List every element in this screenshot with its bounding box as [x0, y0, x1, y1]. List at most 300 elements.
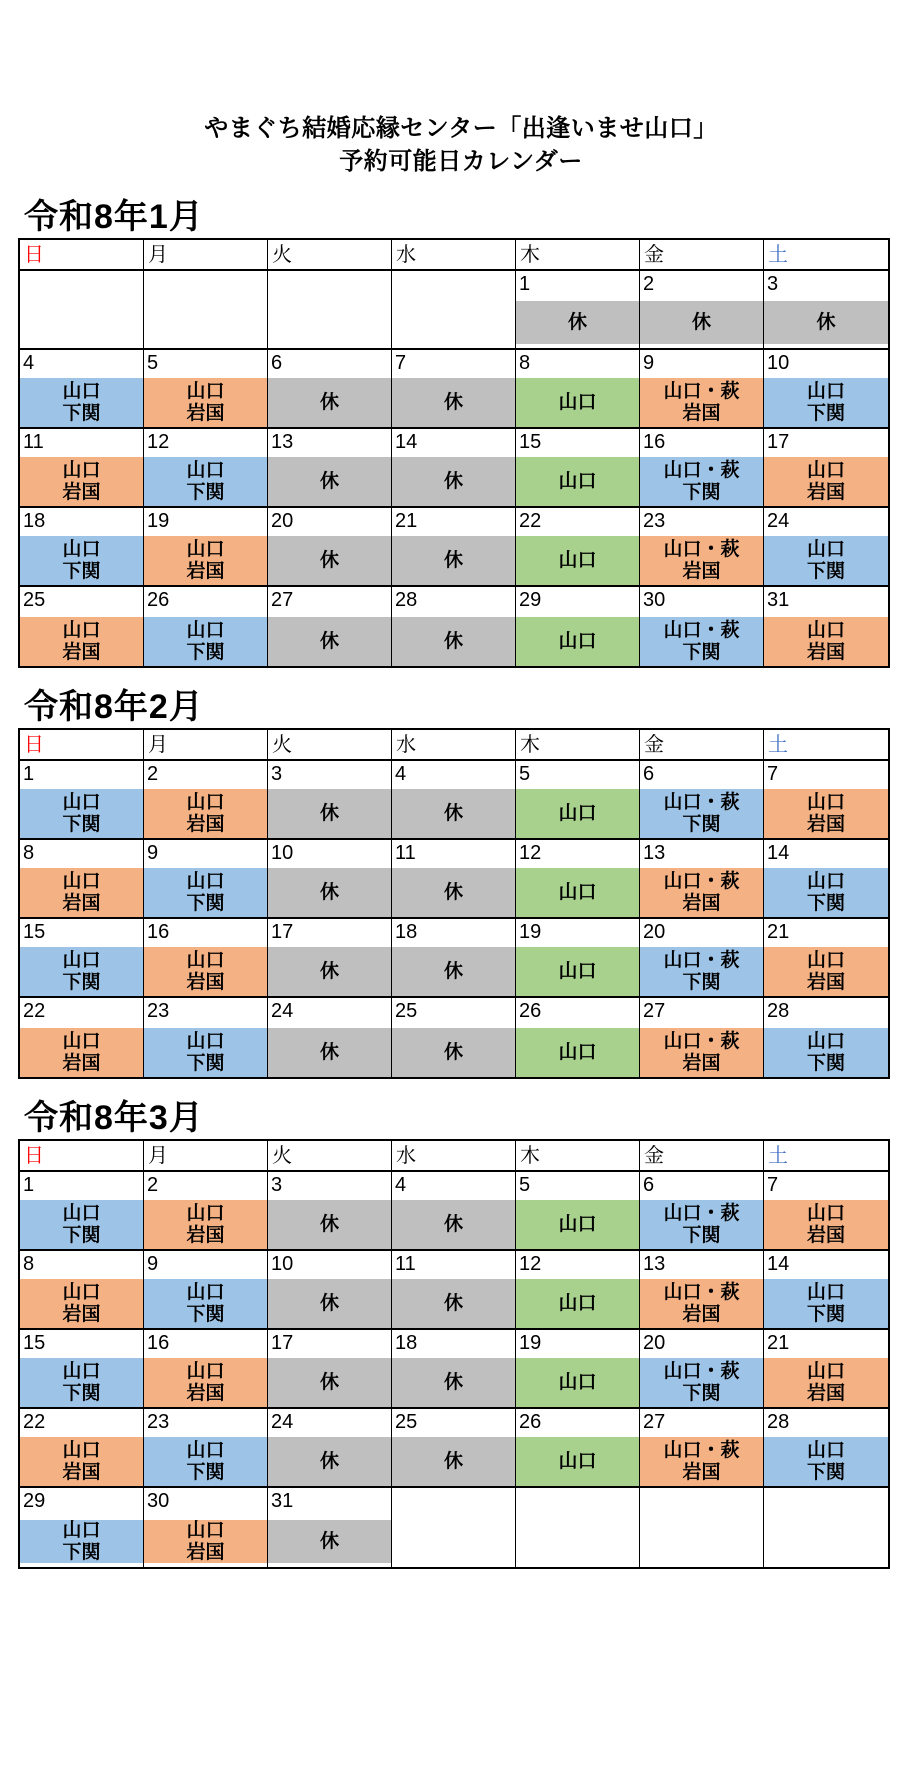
availability-band: 山口 岩国	[144, 1200, 267, 1249]
availability-band: 山口 下関	[20, 1200, 143, 1249]
weekday-header: 火	[268, 730, 392, 761]
day-cell	[392, 350, 516, 429]
day-cell	[640, 998, 764, 1077]
day-number: 15	[23, 921, 46, 943]
availability-band: 休	[268, 1437, 391, 1486]
day-cell	[20, 998, 144, 1077]
day-cell	[640, 761, 764, 840]
day-number: 15	[23, 1332, 46, 1354]
availability-band: 山口 下関	[20, 378, 143, 427]
day-cell	[516, 587, 640, 666]
month-title: 令和8年3月	[24, 1099, 204, 1137]
availability-band: 山口 岩国	[144, 1520, 267, 1563]
day-cell	[516, 998, 640, 1077]
day-cell	[144, 1330, 268, 1409]
availability-band: 山口 下関	[764, 1279, 888, 1328]
availability-band: 山口 岩国	[764, 947, 888, 996]
day-cell	[144, 761, 268, 840]
day-number: 9	[643, 352, 655, 374]
day-cell	[20, 429, 144, 508]
day-cell	[268, 429, 392, 508]
day-cell	[640, 508, 764, 587]
day-number: 16	[147, 1332, 170, 1354]
day-number: 5	[519, 1174, 531, 1196]
availability-band: 休	[268, 1028, 391, 1077]
day-number: 31	[767, 589, 790, 611]
day-cell	[516, 1251, 640, 1330]
day-cell	[392, 1251, 516, 1330]
day-number: 14	[395, 431, 418, 453]
day-cell	[268, 998, 392, 1077]
day-cell	[392, 587, 516, 666]
day-cell	[268, 840, 392, 919]
day-cell	[516, 761, 640, 840]
availability-band: 休	[392, 1200, 515, 1249]
day-number: 6	[271, 352, 283, 374]
availability-band: 山口 岩国	[20, 457, 143, 506]
day-number: 8	[23, 1253, 35, 1275]
day-number: 27	[643, 1000, 666, 1022]
day-number: 12	[147, 431, 170, 453]
day-cell	[20, 587, 144, 666]
availability-band: 山口 下関	[144, 1437, 267, 1486]
day-number: 8	[519, 352, 531, 374]
availability-band: 山口 岩国	[144, 536, 267, 585]
calendar-table	[18, 238, 890, 668]
day-number: 14	[767, 842, 790, 864]
availability-band: 山口 岩国	[20, 868, 143, 917]
availability-band: 休	[392, 457, 515, 506]
day-number: 17	[271, 1332, 294, 1354]
day-cell	[516, 919, 640, 998]
weekday-header: 木	[516, 1141, 640, 1172]
availability-band: 山口 岩国	[144, 947, 267, 996]
day-number: 16	[147, 921, 170, 943]
day-number: 2	[643, 273, 655, 295]
availability-band: 山口 下関	[144, 1279, 267, 1328]
availability-band: 休	[268, 1520, 391, 1563]
availability-band: 休	[268, 536, 391, 585]
empty-cell	[268, 271, 392, 350]
day-cell	[516, 1172, 640, 1251]
availability-band: 山口 下関	[20, 1520, 143, 1563]
day-cell	[392, 998, 516, 1077]
availability-band: 休	[268, 1279, 391, 1328]
day-number: 9	[147, 842, 159, 864]
weekday-header: 日	[20, 1141, 144, 1172]
availability-band: 山口 岩国	[764, 1200, 888, 1249]
day-number: 27	[271, 589, 294, 611]
weekday-header: 日	[20, 730, 144, 761]
weekday-header: 土	[764, 1141, 888, 1172]
day-cell	[392, 840, 516, 919]
availability-band: 山口 下関	[144, 457, 267, 506]
day-number: 21	[767, 1332, 790, 1354]
availability-band: 休	[268, 378, 391, 427]
availability-band: 山口 岩国	[764, 457, 888, 506]
availability-band: 山口 岩国	[144, 789, 267, 838]
day-number: 5	[147, 352, 159, 374]
availability-band: 山口・萩 岩国	[640, 868, 763, 917]
availability-band: 山口・萩 下関	[640, 789, 763, 838]
weekday-header: 日	[20, 240, 144, 271]
day-cell	[640, 919, 764, 998]
day-cell	[764, 429, 888, 508]
availability-band: 休	[640, 301, 763, 344]
availability-band: 山口・萩 岩国	[640, 536, 763, 585]
calendar-table	[18, 728, 890, 1079]
day-cell	[268, 919, 392, 998]
day-number: 18	[395, 1332, 418, 1354]
day-cell	[764, 1409, 888, 1488]
day-number: 25	[395, 1000, 418, 1022]
day-cell	[144, 429, 268, 508]
day-number: 28	[395, 589, 418, 611]
day-number: 11	[395, 842, 416, 864]
day-cell	[20, 761, 144, 840]
availability-band: 休	[268, 1200, 391, 1249]
availability-band: 山口	[516, 378, 639, 427]
page-title-line1: やまぐち結婚応縁センター「出逢いませ山口」	[204, 115, 718, 142]
empty-cell	[392, 1488, 516, 1567]
day-cell	[268, 761, 392, 840]
page-title-line2: 予約可能日カレンダー	[339, 148, 583, 175]
day-cell	[20, 1488, 144, 1567]
weekday-header: 金	[640, 730, 764, 761]
day-cell	[764, 761, 888, 840]
day-cell	[144, 1409, 268, 1488]
availability-band: 休	[268, 868, 391, 917]
availability-band: 山口	[516, 947, 639, 996]
day-number: 29	[519, 589, 542, 611]
day-cell	[640, 840, 764, 919]
day-number: 2	[147, 1174, 159, 1196]
day-number: 8	[23, 842, 35, 864]
empty-cell	[392, 271, 516, 350]
month-title: 令和8年1月	[24, 198, 204, 236]
day-number: 26	[147, 589, 170, 611]
day-cell	[516, 271, 640, 350]
day-number: 16	[643, 431, 666, 453]
availability-band: 山口	[516, 1279, 639, 1328]
availability-band: 山口 下関	[764, 536, 888, 585]
availability-band: 山口・萩 岩国	[640, 1028, 763, 1077]
availability-band: 山口 下関	[764, 378, 888, 427]
day-cell	[640, 587, 764, 666]
day-cell	[144, 1488, 268, 1567]
day-cell	[764, 271, 888, 350]
day-cell	[640, 271, 764, 350]
availability-band: 山口	[516, 617, 639, 666]
availability-band: 山口	[516, 536, 639, 585]
weekday-header: 金	[640, 1141, 764, 1172]
day-number: 31	[271, 1490, 294, 1512]
day-cell	[392, 1330, 516, 1409]
availability-band: 山口 岩国	[144, 378, 267, 427]
day-number: 3	[767, 273, 779, 295]
availability-band: 山口	[516, 1437, 639, 1486]
weekday-header: 月	[144, 240, 268, 271]
day-cell	[268, 1172, 392, 1251]
availability-band: 休	[392, 536, 515, 585]
day-number: 18	[395, 921, 418, 943]
empty-cell	[764, 1488, 888, 1567]
day-cell	[268, 587, 392, 666]
day-cell	[516, 1409, 640, 1488]
day-cell	[20, 1172, 144, 1251]
availability-band: 山口・萩 下関	[640, 1200, 763, 1249]
empty-cell	[144, 271, 268, 350]
month-calendar-2	[18, 688, 890, 1079]
day-cell	[144, 350, 268, 429]
availability-band: 山口 岩国	[20, 1028, 143, 1077]
day-number: 23	[147, 1411, 170, 1433]
availability-band: 山口 下関	[144, 868, 267, 917]
availability-band: 山口 岩国	[144, 1358, 267, 1407]
day-cell	[144, 998, 268, 1077]
month-calendar-3	[18, 1099, 890, 1569]
day-number: 7	[767, 1174, 779, 1196]
day-cell	[640, 1172, 764, 1251]
day-cell	[392, 508, 516, 587]
day-cell	[392, 761, 516, 840]
availability-band: 山口 岩国	[20, 617, 143, 666]
day-cell	[20, 840, 144, 919]
day-cell	[268, 1488, 392, 1567]
weekday-header: 土	[764, 240, 888, 271]
day-cell	[516, 429, 640, 508]
day-number: 22	[519, 510, 542, 532]
availability-band: 山口 岩国	[764, 789, 888, 838]
availability-band: 山口	[516, 789, 639, 838]
day-number: 13	[271, 431, 294, 453]
weekday-header: 木	[516, 240, 640, 271]
day-cell	[20, 1251, 144, 1330]
day-number: 13	[643, 1253, 666, 1275]
day-number: 7	[395, 352, 407, 374]
availability-band: 山口 下関	[20, 947, 143, 996]
day-cell	[144, 1251, 268, 1330]
availability-band: 休	[268, 1358, 391, 1407]
day-cell	[516, 350, 640, 429]
day-number: 3	[271, 1174, 283, 1196]
day-number: 11	[395, 1253, 416, 1275]
empty-cell	[20, 271, 144, 350]
availability-band: 山口	[516, 868, 639, 917]
day-cell	[516, 508, 640, 587]
day-number: 23	[643, 510, 666, 532]
availability-band: 山口・萩 岩国	[640, 1279, 763, 1328]
availability-band: 山口・萩 下関	[640, 947, 763, 996]
availability-band: 休	[268, 947, 391, 996]
availability-band: 山口	[516, 457, 639, 506]
day-cell	[764, 1330, 888, 1409]
availability-band: 山口	[516, 1028, 639, 1077]
day-number: 24	[767, 510, 790, 532]
month-title: 令和8年2月	[24, 688, 204, 726]
day-cell	[20, 1330, 144, 1409]
day-cell	[392, 1409, 516, 1488]
availability-band: 山口 下関	[20, 789, 143, 838]
day-number: 30	[643, 589, 666, 611]
weekday-header: 月	[144, 730, 268, 761]
day-cell	[764, 919, 888, 998]
availability-band: 山口・萩 岩国	[640, 1437, 763, 1486]
day-number: 25	[23, 589, 46, 611]
day-cell	[268, 1330, 392, 1409]
day-cell	[268, 350, 392, 429]
availability-band: 休	[392, 1358, 515, 1407]
availability-band: 休	[764, 301, 888, 344]
day-number: 26	[519, 1411, 542, 1433]
availability-band: 休	[392, 617, 515, 666]
availability-band: 山口 下関	[764, 1437, 888, 1486]
day-number: 18	[23, 510, 46, 532]
weekday-header: 金	[640, 240, 764, 271]
day-cell	[392, 429, 516, 508]
day-number: 20	[643, 921, 666, 943]
day-cell	[392, 1172, 516, 1251]
weekday-header: 水	[392, 240, 516, 271]
day-cell	[764, 508, 888, 587]
month-calendar-1	[18, 198, 890, 668]
availability-band: 山口 岩国	[764, 617, 888, 666]
day-number: 28	[767, 1411, 790, 1433]
day-cell	[764, 1172, 888, 1251]
availability-band: 休	[268, 617, 391, 666]
day-number: 29	[23, 1490, 46, 1512]
day-cell	[516, 840, 640, 919]
day-number: 10	[271, 842, 294, 864]
day-number: 3	[271, 763, 283, 785]
day-cell	[20, 508, 144, 587]
availability-band: 山口・萩 下関	[640, 457, 763, 506]
day-cell	[516, 1330, 640, 1409]
day-number: 21	[767, 921, 790, 943]
day-cell	[764, 1251, 888, 1330]
availability-band: 山口・萩 岩国	[640, 378, 763, 427]
day-number: 19	[519, 921, 542, 943]
day-number: 10	[767, 352, 790, 374]
day-number: 1	[23, 763, 35, 785]
weekday-header: 土	[764, 730, 888, 761]
day-cell	[640, 429, 764, 508]
day-number: 17	[767, 431, 790, 453]
availability-band: 山口	[516, 1200, 639, 1249]
day-number: 19	[147, 510, 170, 532]
day-number: 1	[23, 1174, 35, 1196]
day-number: 13	[643, 842, 666, 864]
day-cell	[144, 587, 268, 666]
day-number: 4	[23, 352, 35, 374]
day-number: 22	[23, 1000, 46, 1022]
availability-band: 山口 下関	[144, 1028, 267, 1077]
availability-band: 休	[392, 789, 515, 838]
day-number: 12	[519, 1253, 542, 1275]
day-number: 9	[147, 1253, 159, 1275]
availability-band: 休	[392, 378, 515, 427]
day-number: 10	[271, 1253, 294, 1275]
empty-cell	[640, 1488, 764, 1567]
availability-band: 休	[392, 1437, 515, 1486]
day-cell	[144, 508, 268, 587]
day-cell	[640, 1330, 764, 1409]
availability-band: 山口 下関	[20, 1358, 143, 1407]
day-number: 5	[519, 763, 531, 785]
day-number: 20	[643, 1332, 666, 1354]
day-number: 19	[519, 1332, 542, 1354]
availability-band: 休	[268, 789, 391, 838]
day-number: 25	[395, 1411, 418, 1433]
weekday-header: 火	[268, 1141, 392, 1172]
availability-band: 山口 下関	[144, 617, 267, 666]
day-cell	[392, 919, 516, 998]
day-number: 23	[147, 1000, 170, 1022]
calendar-table	[18, 1139, 890, 1569]
weekday-header: 水	[392, 730, 516, 761]
day-cell	[764, 350, 888, 429]
calendar-months	[0, 198, 922, 1569]
availability-band: 山口 岩国	[20, 1437, 143, 1486]
day-cell	[640, 1409, 764, 1488]
day-cell	[764, 998, 888, 1077]
day-number: 7	[767, 763, 779, 785]
weekday-header: 月	[144, 1141, 268, 1172]
day-number: 12	[519, 842, 542, 864]
availability-band: 山口 下関	[764, 868, 888, 917]
weekday-header: 火	[268, 240, 392, 271]
day-cell	[20, 350, 144, 429]
empty-cell	[516, 1488, 640, 1567]
day-number: 24	[271, 1000, 294, 1022]
day-number: 20	[271, 510, 294, 532]
availability-band: 山口 下関	[20, 536, 143, 585]
availability-band: 山口 岩国	[764, 1358, 888, 1407]
day-number: 21	[395, 510, 418, 532]
day-cell	[764, 587, 888, 666]
availability-band: 山口	[516, 1358, 639, 1407]
day-number: 15	[519, 431, 542, 453]
day-number: 6	[643, 763, 655, 785]
day-number: 4	[395, 1174, 407, 1196]
day-cell	[268, 508, 392, 587]
availability-band: 山口 下関	[764, 1028, 888, 1077]
availability-band: 休	[392, 947, 515, 996]
weekday-header: 木	[516, 730, 640, 761]
day-cell	[268, 1409, 392, 1488]
day-number: 4	[395, 763, 407, 785]
day-cell	[764, 840, 888, 919]
availability-band: 山口 岩国	[20, 1279, 143, 1328]
day-cell	[144, 840, 268, 919]
day-cell	[268, 1251, 392, 1330]
day-number: 30	[147, 1490, 170, 1512]
availability-band: 休	[392, 1279, 515, 1328]
page-title	[0, 112, 922, 178]
day-cell	[20, 1409, 144, 1488]
day-number: 27	[643, 1411, 666, 1433]
day-cell	[144, 919, 268, 998]
day-number: 26	[519, 1000, 542, 1022]
day-cell	[640, 1251, 764, 1330]
day-number: 6	[643, 1174, 655, 1196]
day-cell	[640, 350, 764, 429]
day-number: 14	[767, 1253, 790, 1275]
availability-band: 休	[268, 457, 391, 506]
day-number: 28	[767, 1000, 790, 1022]
availability-band: 休	[392, 868, 515, 917]
availability-band: 山口・萩 下関	[640, 1358, 763, 1407]
